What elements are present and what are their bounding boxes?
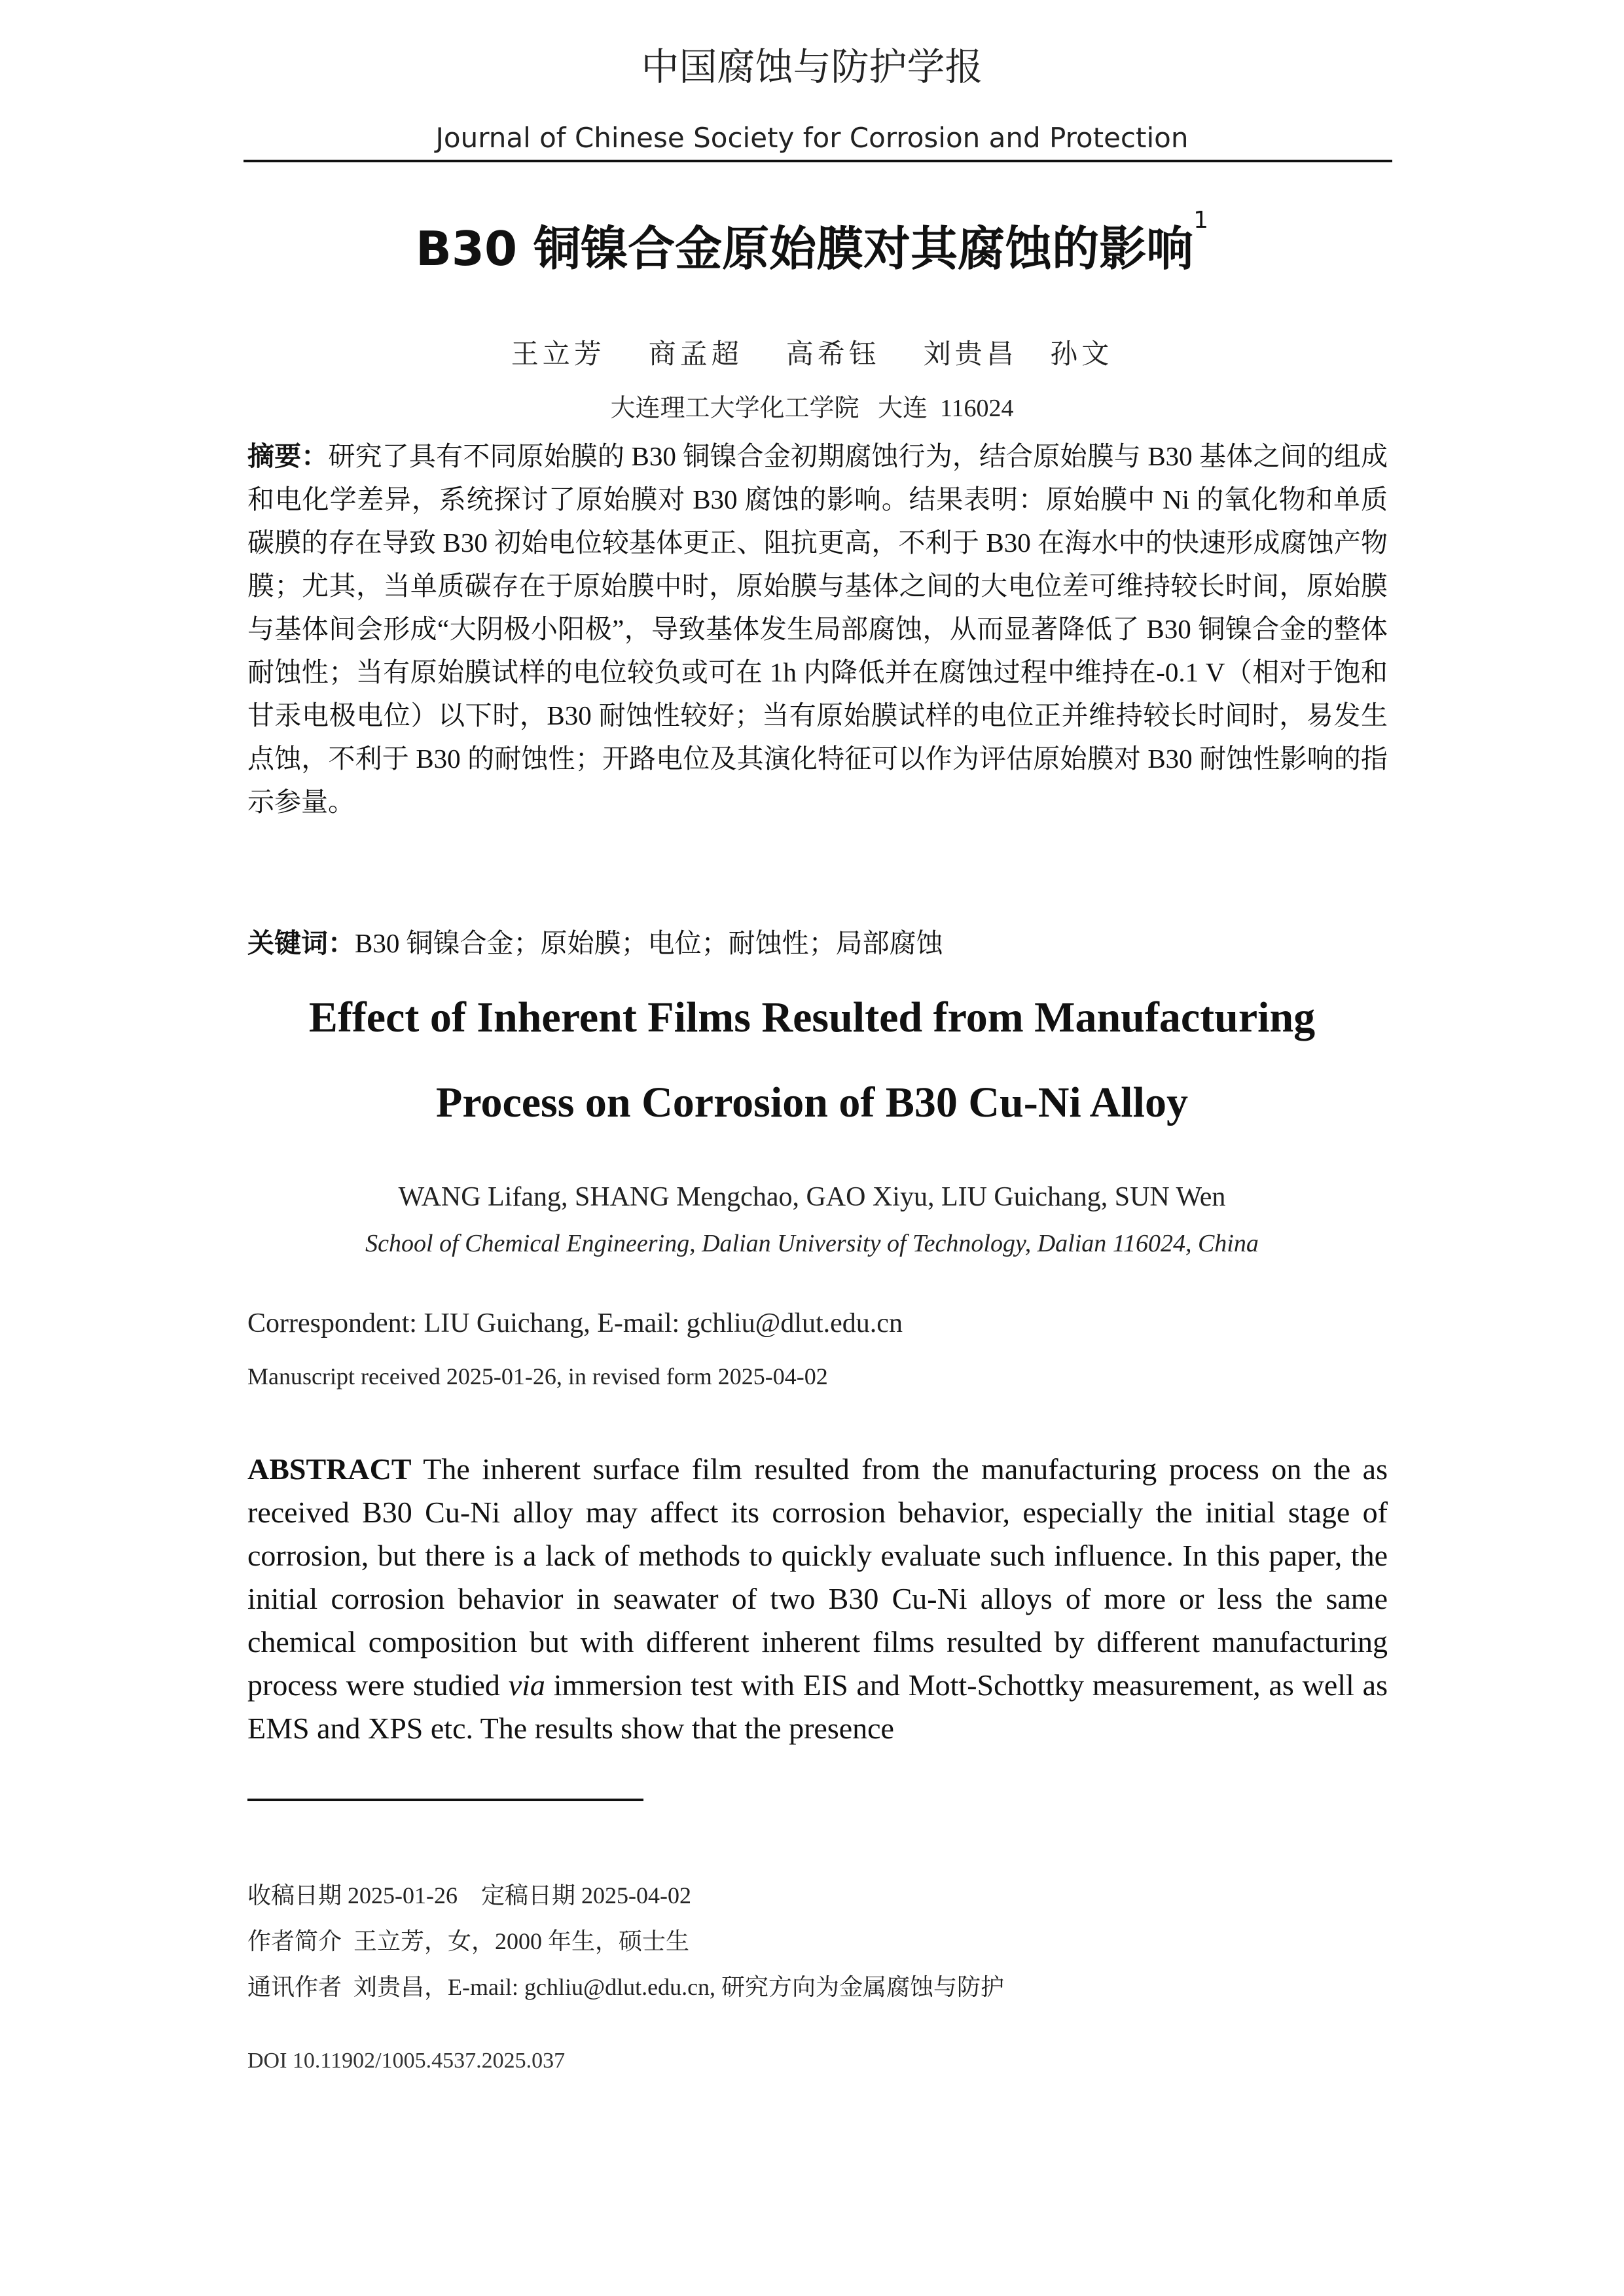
title-footnote-mark: 1 [1193,207,1209,234]
authors-en: WANG Lifang, SHANG Mengchao, GAO Xiyu, LIU Guichang, SUN Wen [398,1182,1226,1212]
footnote-rule [247,1799,643,1801]
abstract-en-label: ABSTRACT [247,1452,412,1486]
footnote-dates: 收稿日期 2025-01-26 定稿日期 2025-04-02 [247,1882,691,1909]
footnote-author-intro: 作者简介 王立芳，女，2000 年生，硕士生 [247,1928,690,1954]
keywords-cn [247,922,1388,965]
correspondent-line: Correspondent: LIU Guichang, E-mail: gchliu@dlut.edu.cn [247,1308,903,1338]
journal-title-cn: 中国腐蚀与防护学报 [641,46,983,88]
abstract-cn [247,435,1388,823]
paper-title-cn [0,207,1624,279]
header-rule [244,160,1392,162]
abstract-en-via: via [508,1668,545,1702]
affiliation-cn: 大连理工大学化工学院 大连 116024 [610,395,1014,422]
authors-cn: 王立芳 商孟超 高希钰 刘贵昌 孙文 [511,340,1113,370]
paper-title-cn-text: B30 铜镍合金原始膜对其腐蚀的影响 [415,221,1194,276]
manuscript-received: Manuscript received 2025-01-26, in revised form 2025-04-02 [247,1363,828,1390]
paper-title-en [0,975,1624,1145]
abstract-cn-text: 研究了具有不同原始膜的 B30 铜镍合金初期腐蚀行为，结合原始膜与 B30 基体之间的组成和电化学差异，系统探讨了原始膜对 B30 腐蚀的影响。结果表明：原始膜中 Ni 的氧化物和单质碳膜的存在导致 B30 初始电位较基体更正、阻抗更高，不利于 B30 在海水中的快速形成腐蚀产物膜；尤其，当单质碳存在于原始膜中时，原始膜与基体之间的大电位差可维持较长时间，原始膜与基体间会形成“大阴极小阳极”，导致基体发生局部腐蚀，从而显著降低了 B30 铜镍合金的整体耐蚀性；当有原始膜试样的电位较负或可在 1h 内降低并在腐蚀过程中维持在-0.1 V（相对于饱和甘汞电极电位）以下时，B30 耐蚀性较好；当有原始膜试样的电位正并维持较长时间时，易发生点蚀，不利于 B30 的耐蚀性；开路电位及其演化特征可以作为评估原始膜对 B30 耐蚀性影响的指示参量。 [247,441,1388,817]
keywords-cn-text: B30 铜镍合金；原始膜；电位；耐蚀性；局部腐蚀 [355,928,943,958]
paper-title-en-line1: Effect of Inherent Films Resulted from Manufacturing [308,994,1316,1041]
keywords-cn-label: 关键词： [247,927,355,959]
abstract-en-text-b: immersion test with EIS and Mott-Schottky measurement, as well as EMS and XPS etc. The results show that the presence [247,1668,1388,1745]
abstract-en [247,1448,1388,1750]
footnote-corresponding: 通讯作者 刘贵昌，E-mail: gchliu@dlut.edu.cn, 研究方向为金属腐蚀与防护 [247,1974,1005,2000]
paper-title-en-line2: Process on Corrosion of B30 Cu-Ni Alloy [436,1079,1188,1126]
doi: DOI 10.11902/1005.4537.2025.037 [247,2049,566,2073]
abstract-cn-label: 摘要： [247,440,329,472]
affiliation-en: School of Chemical Engineering, Dalian University of Technology, Dalian 116024, China [365,1230,1259,1257]
journal-title-en: Journal of Chinese Society for Corrosion and Protection [435,122,1189,154]
abstract-en-text-a: The inherent surface film resulted from the manufacturing process on the as received B30 Cu-Ni alloy may affect its corrosion behavior, especially the initial stage of corrosion, but there is a lack of methods to quickly evaluate such influence. In this paper, the initial corrosion behavior in seawater of two B30 Cu-Ni alloys of more or less the same chemical composition but with different inherent films resulted by different manufacturing process were studied [247,1452,1388,1702]
